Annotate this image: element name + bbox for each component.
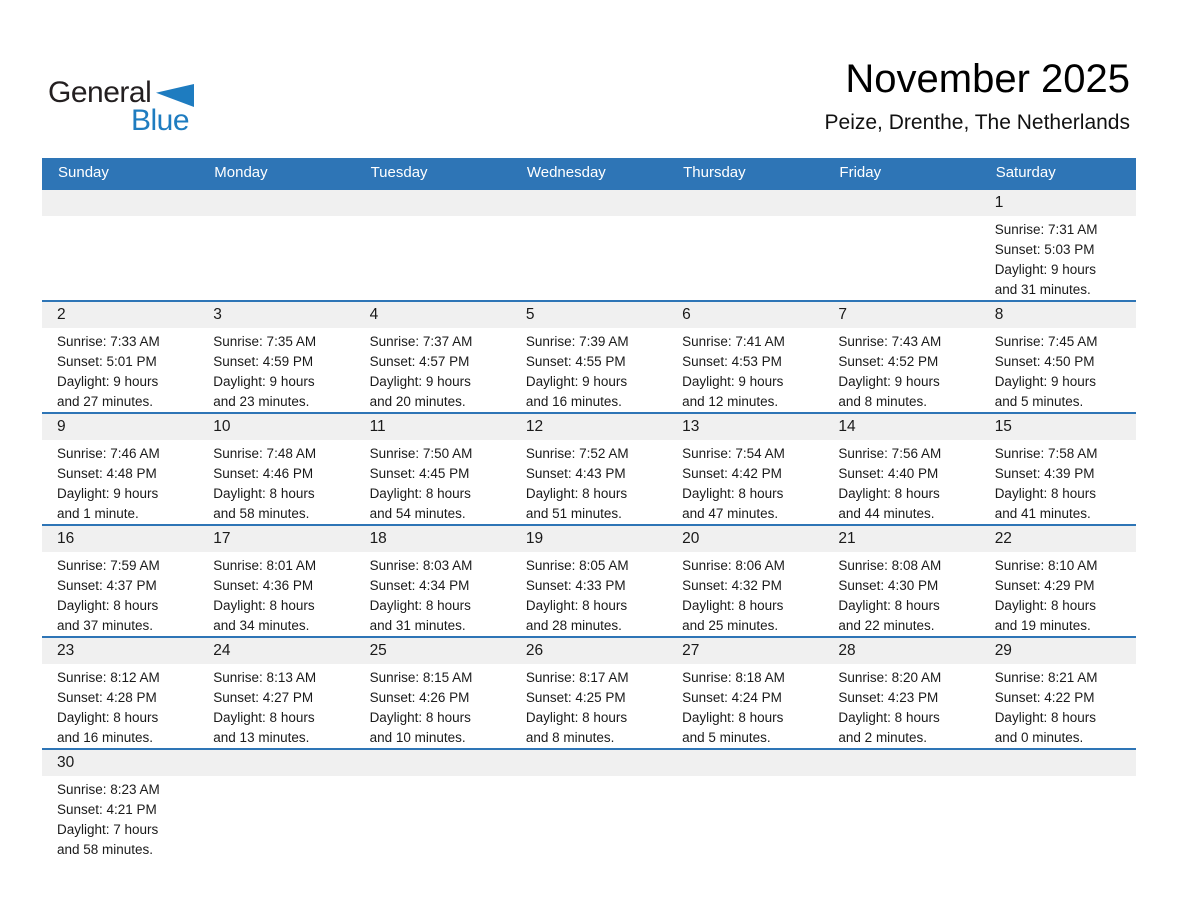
cell-lines bbox=[198, 328, 339, 412]
sunrise-text: Sunrise: 8:13 AM bbox=[213, 670, 317, 685]
sunset-text: Sunset: 4:55 PM bbox=[525, 354, 626, 369]
cell-lines bbox=[667, 328, 808, 412]
week-row bbox=[42, 412, 1136, 524]
weekday-header-monday: Monday bbox=[214, 164, 268, 181]
day-number: 22 bbox=[980, 526, 1136, 552]
sunset-text: Sunset: 4:50 PM bbox=[994, 354, 1095, 369]
cell-lines bbox=[980, 216, 1121, 300]
day-number: 17 bbox=[198, 526, 354, 552]
cell-lines bbox=[511, 216, 652, 220]
day-number: 21 bbox=[823, 526, 979, 552]
logo-word-general: General bbox=[48, 76, 152, 109]
week-row bbox=[42, 524, 1136, 636]
day-number: 1 bbox=[980, 190, 1136, 216]
sunrise-text: Sunrise: 7:54 AM bbox=[682, 446, 785, 461]
sunrise-text: Sunrise: 8:12 AM bbox=[57, 670, 160, 685]
daylight-text: Daylight: 9 hours and 20 minutes. bbox=[369, 374, 471, 409]
daylight-text: Daylight: 8 hours and 5 minutes. bbox=[682, 710, 784, 745]
sunset-text: Sunset: 5:03 PM bbox=[994, 242, 1095, 257]
cell-lines bbox=[355, 664, 496, 748]
day-cell-11 bbox=[355, 414, 511, 524]
daylight-text: Daylight: 8 hours and 28 minutes. bbox=[525, 598, 628, 633]
daylight-text: Daylight: 8 hours and 58 minutes. bbox=[213, 486, 315, 521]
cell-lines bbox=[198, 552, 339, 636]
day-cell-17 bbox=[198, 526, 354, 636]
day-cell-4 bbox=[355, 302, 511, 412]
weekday-header-row bbox=[42, 158, 1136, 188]
sunset-text: Sunset: 4:23 PM bbox=[838, 690, 939, 705]
day-cell-25 bbox=[355, 638, 511, 748]
sunrise-text: Sunrise: 7:43 AM bbox=[838, 334, 942, 349]
empty-day-cell bbox=[980, 750, 1136, 870]
day-number: 28 bbox=[823, 638, 979, 664]
day-cell-5 bbox=[511, 302, 667, 412]
sunrise-text: Sunrise: 7:46 AM bbox=[57, 446, 160, 461]
daylight-text: Daylight: 8 hours and 16 minutes. bbox=[57, 710, 159, 745]
cell-lines bbox=[198, 440, 339, 524]
day-cell-1 bbox=[980, 190, 1136, 300]
empty-day-cell bbox=[355, 190, 511, 300]
sunset-text: Sunset: 4:45 PM bbox=[369, 466, 470, 481]
day-number: 11 bbox=[355, 414, 511, 440]
cell-lines bbox=[980, 664, 1121, 748]
day-cell-28 bbox=[823, 638, 979, 748]
day-number bbox=[511, 190, 667, 216]
daylight-text: Daylight: 8 hours and 25 minutes. bbox=[682, 598, 784, 633]
cell-lines bbox=[355, 328, 496, 412]
day-number bbox=[511, 750, 667, 776]
day-cell-22 bbox=[980, 526, 1136, 636]
day-cell-9 bbox=[42, 414, 198, 524]
empty-day-cell bbox=[355, 750, 511, 870]
page-title: November 2025 bbox=[845, 57, 1130, 101]
day-number bbox=[980, 750, 1136, 776]
empty-day-cell bbox=[511, 750, 667, 870]
cell-lines bbox=[823, 776, 964, 780]
cell-lines bbox=[980, 440, 1121, 524]
day-number bbox=[42, 190, 198, 216]
weekday-header-sunday: Sunday bbox=[58, 164, 109, 181]
sunset-text: Sunset: 4:21 PM bbox=[57, 802, 157, 817]
cell-lines bbox=[42, 328, 183, 412]
day-cell-14 bbox=[823, 414, 979, 524]
cell-lines bbox=[823, 440, 964, 524]
day-cell-12 bbox=[511, 414, 667, 524]
cell-lines bbox=[980, 552, 1121, 636]
empty-day-cell bbox=[667, 190, 823, 300]
sunrise-text: Sunrise: 8:20 AM bbox=[838, 670, 942, 685]
sunrise-text: Sunrise: 7:56 AM bbox=[838, 446, 942, 461]
empty-day-cell bbox=[823, 190, 979, 300]
location-subtitle: Peize, Drenthe, The Netherlands bbox=[824, 111, 1130, 134]
day-cell-26 bbox=[511, 638, 667, 748]
day-cell-10 bbox=[198, 414, 354, 524]
sunset-text: Sunset: 4:25 PM bbox=[525, 690, 626, 705]
week-row bbox=[42, 636, 1136, 748]
empty-day-cell bbox=[42, 190, 198, 300]
day-number: 5 bbox=[511, 302, 667, 328]
day-number bbox=[355, 750, 511, 776]
weekday-header-thursday: Thursday bbox=[683, 164, 746, 181]
sunset-text: Sunset: 4:53 PM bbox=[682, 354, 782, 369]
day-cell-23 bbox=[42, 638, 198, 748]
sunset-text: Sunset: 4:22 PM bbox=[994, 690, 1095, 705]
sunrise-text: Sunrise: 7:59 AM bbox=[57, 558, 160, 573]
day-cell-15 bbox=[980, 414, 1136, 524]
sunrise-text: Sunrise: 7:52 AM bbox=[525, 446, 629, 461]
weekday-header-wednesday: Wednesday bbox=[526, 164, 606, 181]
sunrise-text: Sunrise: 8:17 AM bbox=[525, 670, 629, 685]
day-cell-27 bbox=[667, 638, 823, 748]
weekday-header-tuesday: Tuesday bbox=[370, 164, 428, 181]
sunrise-text: Sunrise: 8:05 AM bbox=[525, 558, 629, 573]
sunset-text: Sunset: 4:27 PM bbox=[213, 690, 314, 705]
daylight-text: Daylight: 9 hours and 23 minutes. bbox=[213, 374, 315, 409]
sunrise-text: Sunrise: 7:33 AM bbox=[57, 334, 160, 349]
day-number bbox=[355, 190, 511, 216]
sunrise-text: Sunrise: 8:23 AM bbox=[57, 782, 160, 797]
daylight-text: Daylight: 8 hours and 34 minutes. bbox=[213, 598, 315, 633]
empty-day-cell bbox=[198, 750, 354, 870]
cell-lines bbox=[667, 776, 808, 780]
cell-lines bbox=[42, 776, 183, 860]
sunrise-text: Sunrise: 7:31 AM bbox=[994, 222, 1098, 237]
sunset-text: Sunset: 4:42 PM bbox=[682, 466, 782, 481]
cell-lines bbox=[823, 552, 964, 636]
sunset-text: Sunset: 4:36 PM bbox=[213, 578, 314, 593]
sunset-text: Sunset: 4:26 PM bbox=[369, 690, 470, 705]
day-number: 15 bbox=[980, 414, 1136, 440]
sunset-text: Sunset: 4:30 PM bbox=[838, 578, 939, 593]
cell-lines bbox=[355, 776, 496, 780]
cell-lines bbox=[355, 216, 496, 220]
empty-day-cell bbox=[823, 750, 979, 870]
sunrise-text: Sunrise: 7:48 AM bbox=[213, 446, 317, 461]
daylight-text: Daylight: 9 hours and 31 minutes. bbox=[994, 262, 1096, 297]
daylight-text: Daylight: 9 hours and 5 minutes. bbox=[994, 374, 1096, 409]
empty-day-cell bbox=[511, 190, 667, 300]
day-number bbox=[823, 190, 979, 216]
sunrise-text: Sunrise: 8:03 AM bbox=[369, 558, 473, 573]
cell-lines bbox=[198, 664, 339, 748]
weekday-header-friday: Friday bbox=[839, 164, 882, 181]
day-cell-20 bbox=[667, 526, 823, 636]
daylight-text: Daylight: 8 hours and 2 minutes. bbox=[838, 710, 940, 745]
calendar-grid bbox=[42, 188, 1136, 870]
daylight-text: Daylight: 9 hours and 8 minutes. bbox=[838, 374, 940, 409]
daylight-text: Daylight: 8 hours and 37 minutes. bbox=[57, 598, 159, 633]
daylight-text: Daylight: 8 hours and 47 minutes. bbox=[682, 486, 784, 521]
day-cell-21 bbox=[823, 526, 979, 636]
day-number: 18 bbox=[355, 526, 511, 552]
sunrise-text: Sunrise: 7:35 AM bbox=[213, 334, 317, 349]
title-block bbox=[825, 56, 1130, 135]
daylight-text: Daylight: 8 hours and 13 minutes. bbox=[213, 710, 315, 745]
cell-lines bbox=[511, 776, 652, 780]
cell-lines bbox=[667, 552, 808, 636]
cell-lines bbox=[198, 776, 339, 780]
week-row bbox=[42, 188, 1136, 300]
day-number bbox=[198, 190, 354, 216]
cell-lines bbox=[42, 664, 183, 748]
day-number: 27 bbox=[667, 638, 823, 664]
day-number: 23 bbox=[42, 638, 198, 664]
sunset-text: Sunset: 4:57 PM bbox=[369, 354, 470, 369]
daylight-text: Daylight: 8 hours and 8 minutes. bbox=[525, 710, 628, 745]
calendar-table bbox=[42, 158, 1136, 870]
sunrise-text: Sunrise: 7:50 AM bbox=[369, 446, 473, 461]
day-number bbox=[823, 750, 979, 776]
sunrise-text: Sunrise: 7:45 AM bbox=[994, 334, 1098, 349]
day-number: 10 bbox=[198, 414, 354, 440]
cell-lines bbox=[511, 552, 652, 636]
daylight-text: Daylight: 9 hours and 1 minute. bbox=[57, 486, 159, 521]
daylight-text: Daylight: 9 hours and 12 minutes. bbox=[682, 374, 784, 409]
sunset-text: Sunset: 4:32 PM bbox=[682, 578, 782, 593]
sunrise-text: Sunrise: 8:08 AM bbox=[838, 558, 942, 573]
day-number: 16 bbox=[42, 526, 198, 552]
cell-lines bbox=[823, 664, 964, 748]
day-cell-24 bbox=[198, 638, 354, 748]
cell-lines bbox=[355, 440, 496, 524]
cell-lines bbox=[42, 216, 183, 220]
daylight-text: Daylight: 9 hours and 16 minutes. bbox=[525, 374, 628, 409]
sunrise-text: Sunrise: 7:39 AM bbox=[525, 334, 629, 349]
cell-lines bbox=[42, 440, 183, 524]
day-cell-3 bbox=[198, 302, 354, 412]
sunset-text: Sunset: 4:39 PM bbox=[994, 466, 1095, 481]
daylight-text: Daylight: 8 hours and 10 minutes. bbox=[369, 710, 471, 745]
day-cell-7 bbox=[823, 302, 979, 412]
sunrise-text: Sunrise: 7:41 AM bbox=[682, 334, 785, 349]
cell-lines bbox=[823, 328, 964, 412]
day-number: 14 bbox=[823, 414, 979, 440]
day-cell-16 bbox=[42, 526, 198, 636]
cell-lines bbox=[511, 328, 652, 412]
empty-day-cell bbox=[667, 750, 823, 870]
sunrise-text: Sunrise: 8:06 AM bbox=[682, 558, 785, 573]
sunset-text: Sunset: 4:46 PM bbox=[213, 466, 314, 481]
cell-lines bbox=[667, 216, 808, 220]
cell-lines bbox=[42, 552, 183, 636]
sunset-text: Sunset: 4:33 PM bbox=[525, 578, 626, 593]
cell-lines bbox=[355, 552, 496, 636]
daylight-text: Daylight: 8 hours and 22 minutes. bbox=[838, 598, 940, 633]
day-number: 7 bbox=[823, 302, 979, 328]
daylight-text: Daylight: 8 hours and 31 minutes. bbox=[369, 598, 471, 633]
sunrise-text: Sunrise: 7:37 AM bbox=[369, 334, 473, 349]
daylight-text: Daylight: 8 hours and 54 minutes. bbox=[369, 486, 471, 521]
sunset-text: Sunset: 4:43 PM bbox=[525, 466, 626, 481]
day-number: 2 bbox=[42, 302, 198, 328]
sunset-text: Sunset: 5:01 PM bbox=[57, 354, 157, 369]
sunset-text: Sunset: 4:52 PM bbox=[838, 354, 939, 369]
day-number: 4 bbox=[355, 302, 511, 328]
day-number: 13 bbox=[667, 414, 823, 440]
sunrise-text: Sunrise: 8:10 AM bbox=[994, 558, 1098, 573]
day-number bbox=[667, 190, 823, 216]
sunset-text: Sunset: 4:37 PM bbox=[57, 578, 157, 593]
day-number: 12 bbox=[511, 414, 667, 440]
day-cell-6 bbox=[667, 302, 823, 412]
cell-lines bbox=[980, 328, 1121, 412]
sunset-text: Sunset: 4:28 PM bbox=[57, 690, 157, 705]
day-cell-18 bbox=[355, 526, 511, 636]
sunset-text: Sunset: 4:34 PM bbox=[369, 578, 470, 593]
empty-day-cell bbox=[198, 190, 354, 300]
cell-lines bbox=[823, 216, 964, 220]
daylight-text: Daylight: 8 hours and 51 minutes. bbox=[525, 486, 628, 521]
sunset-text: Sunset: 4:24 PM bbox=[682, 690, 782, 705]
weekday-header-saturday: Saturday bbox=[995, 164, 1056, 181]
day-number: 6 bbox=[667, 302, 823, 328]
sunset-text: Sunset: 4:48 PM bbox=[57, 466, 157, 481]
sunrise-text: Sunrise: 8:01 AM bbox=[213, 558, 317, 573]
sunset-text: Sunset: 4:29 PM bbox=[994, 578, 1095, 593]
week-row bbox=[42, 748, 1136, 870]
cell-lines bbox=[511, 664, 652, 748]
day-number: 29 bbox=[980, 638, 1136, 664]
day-number bbox=[198, 750, 354, 776]
cell-lines bbox=[980, 776, 1121, 780]
day-number: 30 bbox=[42, 750, 198, 776]
day-number: 19 bbox=[511, 526, 667, 552]
sunrise-text: Sunrise: 8:18 AM bbox=[682, 670, 785, 685]
day-cell-19 bbox=[511, 526, 667, 636]
logo-word-blue: Blue bbox=[131, 104, 190, 137]
sunrise-text: Sunrise: 7:58 AM bbox=[994, 446, 1098, 461]
daylight-text: Daylight: 8 hours and 44 minutes. bbox=[838, 486, 940, 521]
day-cell-13 bbox=[667, 414, 823, 524]
sunset-text: Sunset: 4:59 PM bbox=[213, 354, 314, 369]
daylight-text: Daylight: 8 hours and 0 minutes. bbox=[994, 710, 1096, 745]
day-number: 26 bbox=[511, 638, 667, 664]
general-blue-logo bbox=[48, 76, 218, 138]
day-number: 25 bbox=[355, 638, 511, 664]
day-number bbox=[667, 750, 823, 776]
day-number: 8 bbox=[980, 302, 1136, 328]
cell-lines bbox=[511, 440, 652, 524]
week-row bbox=[42, 300, 1136, 412]
daylight-text: Daylight: 9 hours and 27 minutes. bbox=[57, 374, 159, 409]
day-cell-30 bbox=[42, 750, 198, 870]
daylight-text: Daylight: 8 hours and 41 minutes. bbox=[994, 486, 1096, 521]
day-number: 20 bbox=[667, 526, 823, 552]
sunrise-text: Sunrise: 8:21 AM bbox=[994, 670, 1098, 685]
cell-lines bbox=[198, 216, 339, 220]
cell-lines bbox=[667, 440, 808, 524]
daylight-text: Daylight: 8 hours and 19 minutes. bbox=[994, 598, 1096, 633]
day-number: 3 bbox=[198, 302, 354, 328]
day-cell-2 bbox=[42, 302, 198, 412]
day-cell-8 bbox=[980, 302, 1136, 412]
daylight-text: Daylight: 7 hours and 58 minutes. bbox=[57, 822, 159, 857]
sunset-text: Sunset: 4:40 PM bbox=[838, 466, 939, 481]
sunrise-text: Sunrise: 8:15 AM bbox=[369, 670, 473, 685]
day-cell-29 bbox=[980, 638, 1136, 748]
cell-lines bbox=[667, 664, 808, 748]
day-number: 9 bbox=[42, 414, 198, 440]
day-number: 24 bbox=[198, 638, 354, 664]
